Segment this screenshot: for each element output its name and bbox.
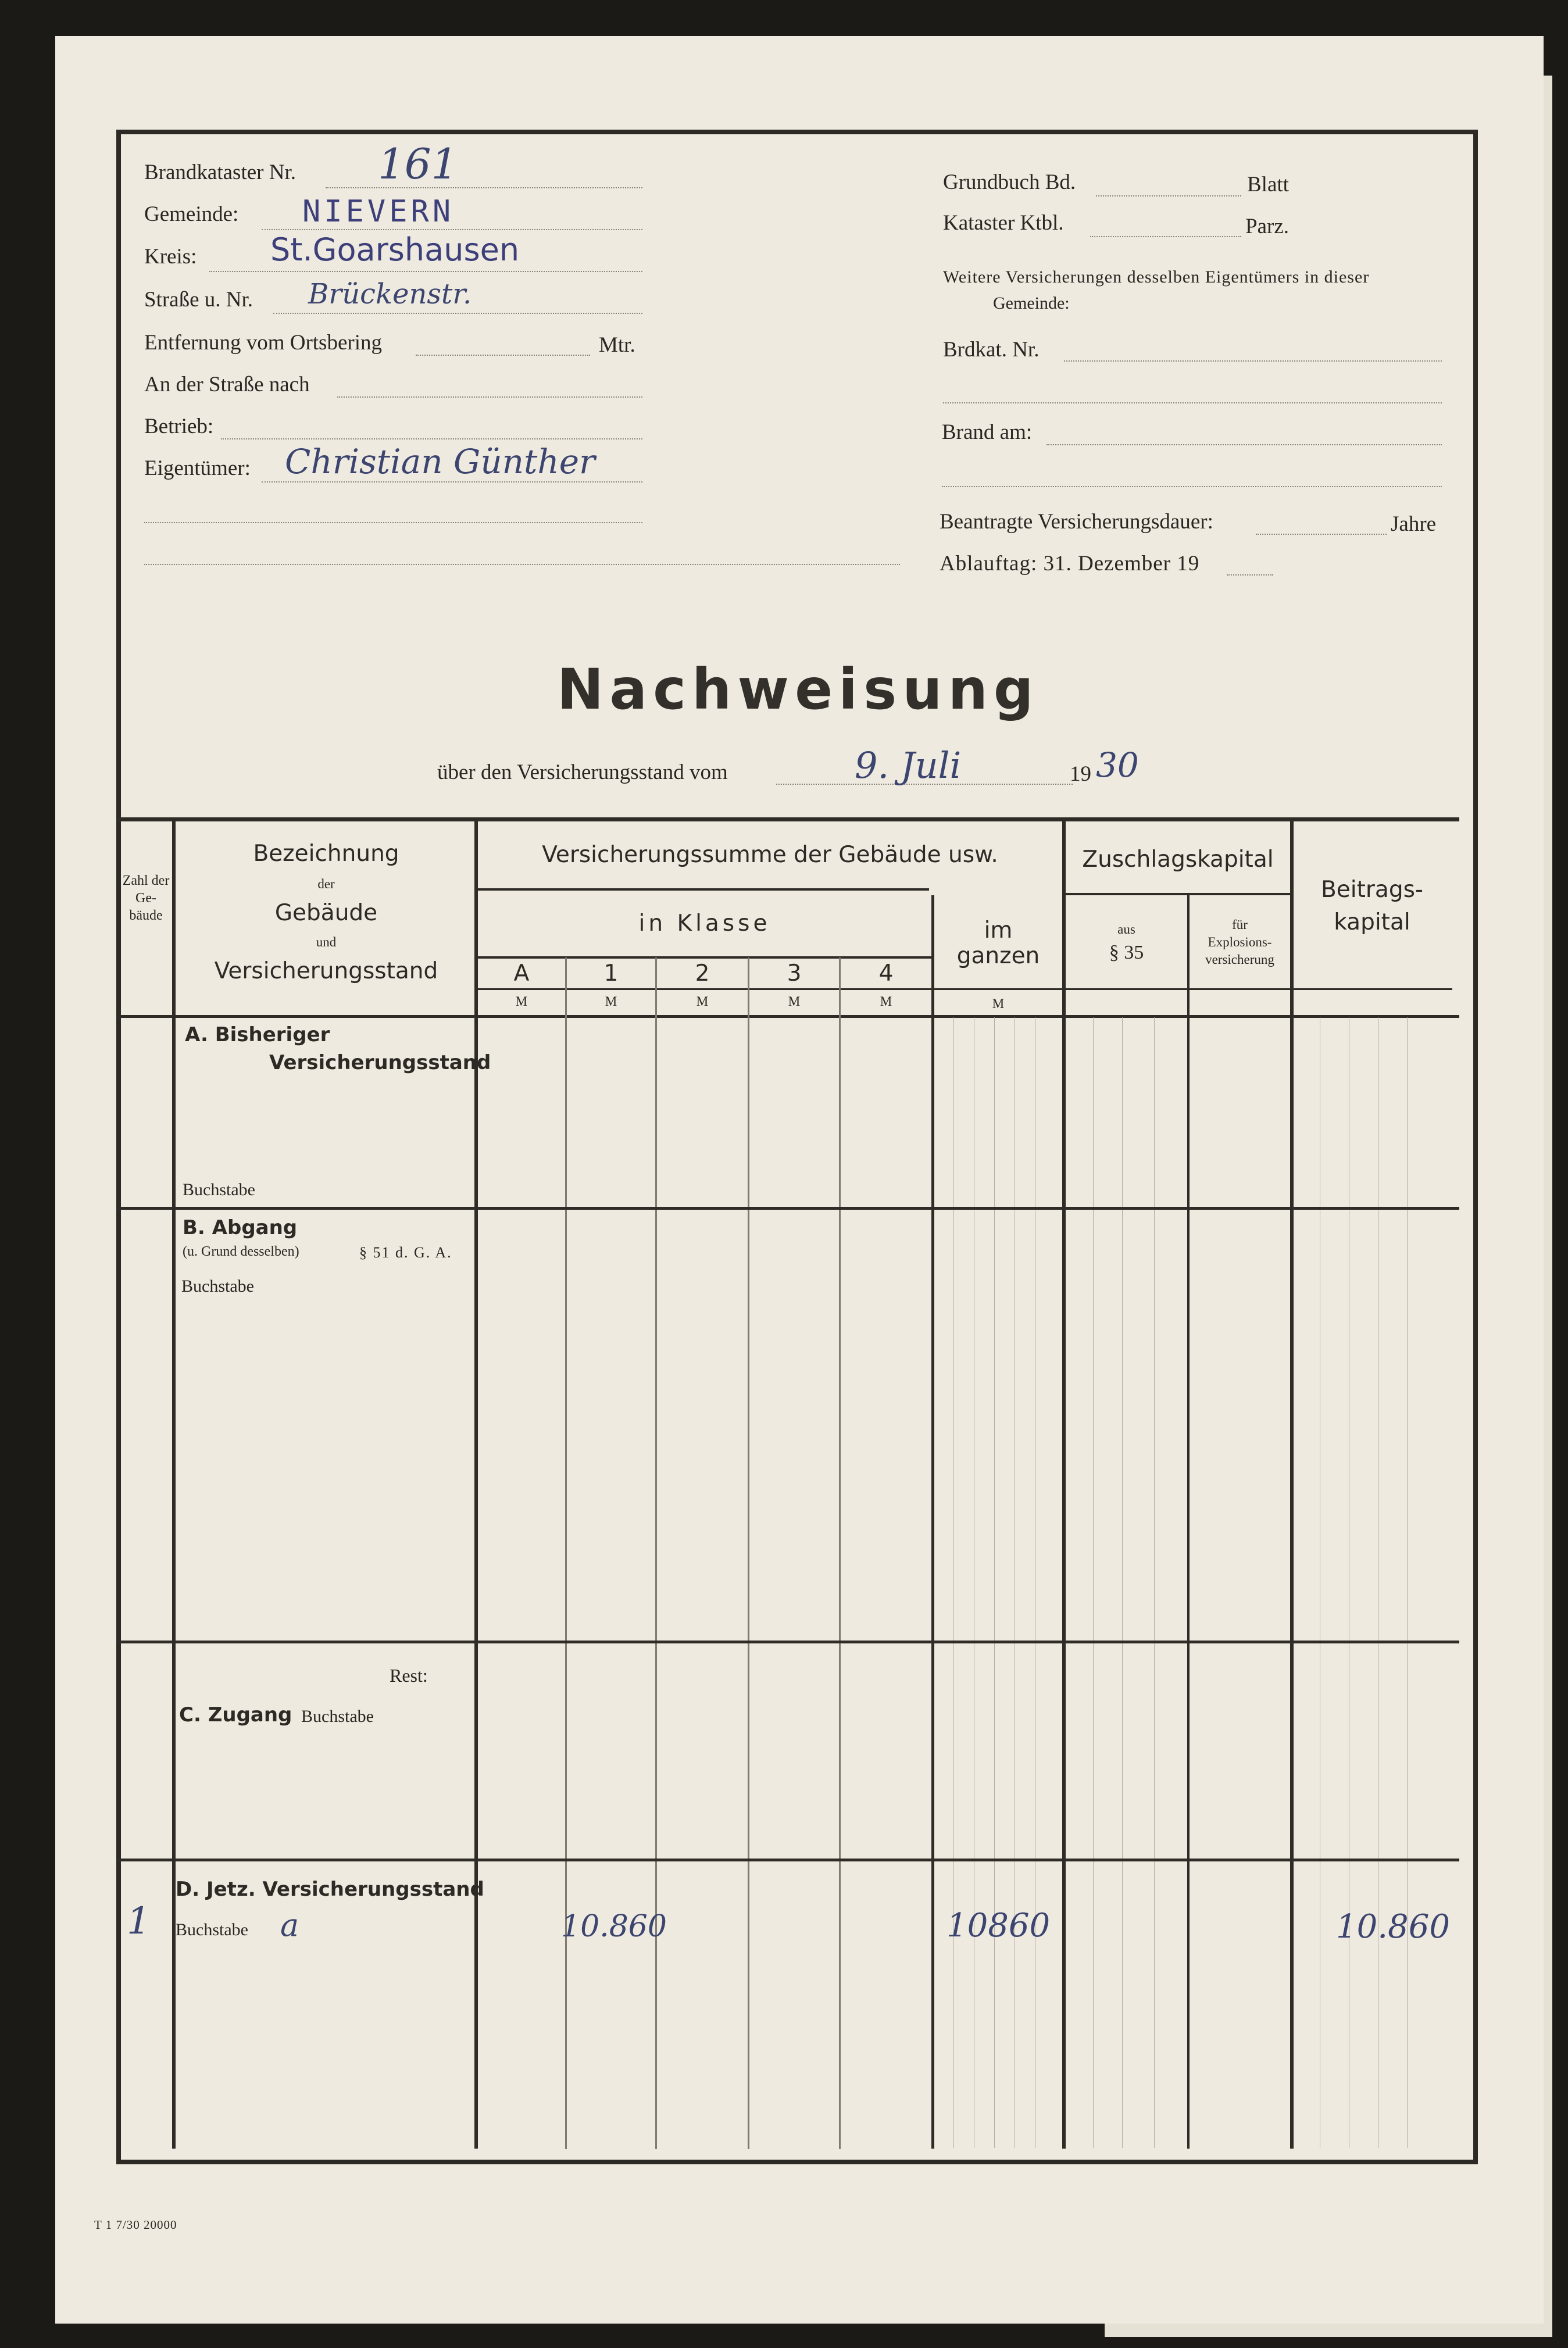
klasse-2-rule — [655, 957, 657, 2149]
klasse-1-rule — [565, 957, 567, 2149]
col-aus-header-1: aus — [1117, 922, 1135, 937]
d-beitrag-value: 10.860 — [1336, 1908, 1450, 1946]
betrieb-label: Betrieb: — [144, 414, 214, 438]
strasse-value: Brückenstr. — [308, 278, 472, 310]
unit-m: M — [992, 996, 1005, 1011]
col-beitrag-header-2: kapital — [1334, 909, 1410, 935]
unit-m: M — [696, 994, 709, 1009]
zuschlag-header-rule — [1065, 893, 1292, 895]
brandkataster-value: 161 — [378, 140, 458, 188]
brand-label: Brand am: — [942, 420, 1033, 444]
strasse-label: Straße u. Nr. — [144, 288, 253, 312]
ablauftag-line — [1227, 574, 1273, 576]
ablauftag-label: Ablauftag: 31. Dezember 19 — [940, 552, 1200, 576]
section-a-buchstabe: Buchstabe — [183, 1180, 255, 1199]
unit-m: M — [788, 994, 801, 1009]
col-zuschlag-header: Zuschlagskapital — [1082, 846, 1274, 873]
section-c-title: C. Zugang — [179, 1703, 292, 1727]
parz-label: Parz. — [1245, 215, 1289, 238]
col-bez-header-4: und — [316, 935, 337, 949]
an-strasse-label: An der Straße nach — [144, 373, 310, 396]
brand-line — [1046, 444, 1442, 445]
klasse-4-label: 4 — [878, 960, 894, 987]
col-ganzen-header-2: ganzen — [956, 943, 1040, 969]
klasse-4-rule — [839, 957, 841, 2149]
subtitle-date: 9. Juli — [855, 744, 962, 787]
dauer-line — [1256, 534, 1387, 535]
col-summe-header: Versicherungssumme der Gebäude usw. — [542, 842, 998, 868]
col-aus-header-2: § 35 — [1109, 942, 1144, 963]
kreis-line — [209, 271, 642, 272]
col-bez-header-3: Gebäude — [274, 900, 378, 926]
brdkat-line-2 — [943, 402, 1442, 403]
an-strasse-line — [337, 396, 642, 398]
eigentuemer-label: Eigentümer: — [144, 456, 251, 480]
kreis-stamp: St.Goarshausen — [270, 231, 520, 268]
aus-subrule — [1154, 1017, 1155, 2148]
blank-line-1 — [144, 522, 642, 523]
klasse-a-label: A — [513, 960, 530, 987]
col-ganzen-rule — [931, 895, 934, 2149]
ganzen-subrule — [953, 1017, 954, 2148]
rest-label: Rest: — [390, 1665, 428, 1686]
weitere-line1: Weitere Versicherungen desselben Eigentümers in dieser — [943, 267, 1370, 287]
section-a-title: A. Bisheriger — [185, 1023, 330, 1046]
kreis-label: Kreis: — [144, 245, 197, 269]
brand-line-2 — [942, 486, 1442, 487]
summe-header-rule — [476, 888, 929, 891]
entfernung-unit: Mtr. — [599, 333, 635, 357]
col-klasse-header: in Klasse — [638, 910, 771, 937]
entfernung-line — [416, 355, 590, 356]
klasse-3-label: 3 — [787, 960, 802, 987]
section-c-buchstabe: Buchstabe — [301, 1707, 374, 1726]
row-c-bottom-rule — [116, 1859, 1459, 1861]
col-ganzen-header-1: im — [984, 917, 1013, 944]
d-ganzen-value: 10860 — [946, 1907, 1051, 1945]
ganzen-subrule — [994, 1017, 995, 2148]
header-bottom-rule — [116, 1015, 1459, 1018]
aus-subrule — [1093, 1017, 1094, 2148]
row-a-bottom-rule — [116, 1207, 1459, 1210]
klasse-1-label: 1 — [603, 960, 619, 987]
betrieb-line — [221, 438, 642, 439]
col-bez-header-1: Bezeichnung — [253, 841, 399, 867]
col-aus-rule — [1187, 895, 1190, 2149]
gemeinde-line — [262, 229, 642, 230]
d-buchstabe-value: a — [280, 1907, 299, 1943]
unit-m: M — [515, 994, 528, 1009]
col-bez-header-5: Versicherungsstand — [214, 958, 438, 984]
grundbuch-line — [1096, 195, 1241, 196]
unit-m: M — [880, 994, 892, 1009]
row-b-bottom-rule — [116, 1641, 1459, 1643]
col-expl-header-1: für — [1232, 917, 1248, 932]
d-zahl-value: 1 — [127, 1900, 151, 1943]
document-title: Nachweisung — [557, 657, 1040, 722]
brdkat-label: Brdkat. Nr. — [943, 338, 1040, 362]
brandkataster-label: Brandkataster Nr. — [144, 160, 296, 184]
section-b-buchstabe: Buchstabe — [181, 1277, 254, 1296]
col-beitrag-header-1: Beitrags- — [1321, 877, 1423, 903]
klasse-header-rule — [476, 956, 933, 959]
blank-line-2 — [144, 564, 900, 565]
klasse-3-rule — [748, 957, 749, 2149]
entfernung-label: Entfernung vom Ortsbering — [144, 331, 382, 355]
d-klasse-1-value: 10.860 — [561, 1909, 667, 1944]
section-d-title: D. Jetz. Versicherungsstand — [176, 1878, 484, 1901]
section-b-ref: § 51 d. G. A. — [359, 1244, 452, 1261]
subtitle-year-prefix: 19 — [1070, 762, 1091, 786]
klassen-rule — [476, 988, 1452, 990]
subtitle-label: über den Versicherungsstand vom — [437, 760, 728, 784]
subtitle-year: 30 — [1096, 745, 1139, 785]
section-a-subtitle: Versicherungsstand — [269, 1051, 491, 1074]
eigentuemer-value: Christian Günther — [285, 442, 595, 481]
aus-subrule — [1122, 1017, 1123, 2148]
col-expl-header-3: versicherung — [1205, 952, 1274, 967]
section-d-buchstabe: Buchstabe — [176, 1920, 248, 1939]
beitrag-subrule — [1407, 1017, 1408, 2148]
kataster-line — [1090, 236, 1241, 237]
table-top-rule — [116, 817, 1459, 821]
col-expl-header-2: Explosions- — [1208, 935, 1272, 949]
unit-m: M — [605, 994, 617, 1009]
col-zahl-header: Zahl der Ge-bäude — [122, 873, 170, 923]
grundbuch-label: Grundbuch Bd. — [943, 170, 1076, 194]
kataster-label: Kataster Ktbl. — [943, 211, 1064, 235]
section-b-subtitle: (u. Grund desselben) — [183, 1244, 299, 1259]
gemeinde-label: Gemeinde: — [144, 202, 239, 226]
blatt-label: Blatt — [1247, 173, 1289, 196]
footer-code: T 1 7/30 20000 — [94, 2218, 177, 2232]
klasse-2-label: 2 — [695, 960, 710, 987]
dauer-unit: Jahre — [1391, 512, 1437, 536]
section-b-title: B. Abgang — [183, 1216, 298, 1239]
strasse-line — [273, 313, 642, 314]
weitere-line2: Gemeinde: — [993, 294, 1070, 313]
brdkat-line — [1064, 360, 1442, 362]
gemeinde-stamp: NIEVERN — [302, 194, 455, 229]
col-bez-header-2: der — [317, 877, 335, 891]
dauer-label: Beantragte Versicherungsdauer: — [940, 510, 1213, 534]
eigentuemer-line — [262, 481, 642, 483]
brandkataster-line — [326, 187, 642, 188]
